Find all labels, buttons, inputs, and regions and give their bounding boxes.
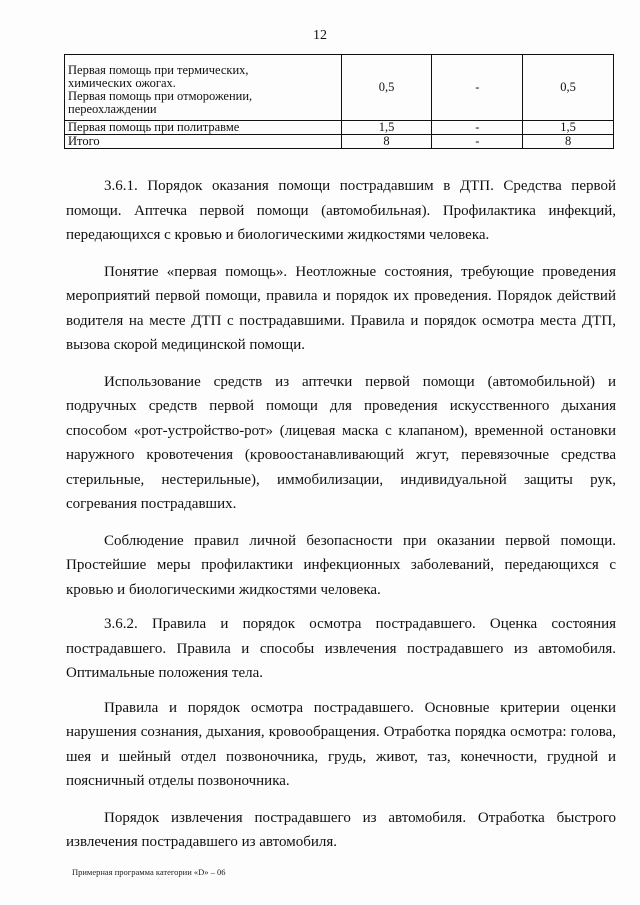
paragraph: Правила и порядок осмотра пострадавшего. Основные критерии оценки нарушения сознания, дыхания, кровообращения. Отработка порядка осмотра: голова, шея и шейный отдел позвоночника, грудь, живот, таз, конечности, грудной и поясничный отделы позвоночника. xyxy=(66,699,616,789)
hours-cell: 0,5 xyxy=(341,55,432,121)
paragraph: Понятие «первая помощь». Неотложные состояния, требующие проведения мероприятий первой помощи, правила и порядок их проведения. Порядок действий водителя на месте ДТП с пострадавшими. Правила и порядок осмотра места ДТП, вызова скорой медицинской помощи. xyxy=(66,263,616,353)
table-row xyxy=(65,55,614,121)
topic-cell: Первая помощь при политравме xyxy=(65,121,342,135)
hours-table xyxy=(64,54,614,149)
hours-cell: 1,5 xyxy=(523,121,614,135)
hours-cell: 8 xyxy=(523,135,614,149)
topic-cell: Итого xyxy=(65,135,342,149)
paragraph: 3.6.2. Правила и порядок осмотра пострадавшего. Оценка состояния пострадавшего. Правила и способы извлечения пострадавшего из автомобиля. Оптимальные положения тела. xyxy=(66,616,616,681)
footer-note: Примерная программа категории «D» – 06 xyxy=(72,867,226,877)
topic-cell xyxy=(65,55,342,121)
hours-cell: 8 xyxy=(341,135,432,149)
paragraph: Порядок извлечения пострадавшего из автомобиля. Отработка быстрого извлечения пострадавшего из автомобиля. xyxy=(66,809,616,850)
paragraph: Использование средств из аптечки первой помощи (автомобильной) и подручных средств первой помощи для проведения искусственного дыхания способом «рот-устройство-рот» (лицевая маска с клапаном), временной остановки наружного кровотечения (кровоостанавливающий жгут, перевязочные средства стерильные, нестерильные), иммобилизации, индивидуальной защиты рук, согревания пострадавших. xyxy=(66,373,616,512)
page-number: 12 xyxy=(313,28,327,43)
hours-cell: - xyxy=(432,135,523,149)
topic-line: переохлаждении xyxy=(68,101,157,116)
hours-cell: 1,5 xyxy=(341,121,432,135)
body-text xyxy=(66,174,616,867)
paragraph: Соблюдение правил личной безопасности при оказании первой помощи. Простейшие меры профилактики инфекционных заболеваний, передающихся с кровью и биологическими жидкостями человека. xyxy=(66,532,616,598)
hours-cell: - xyxy=(432,55,523,121)
topic-line: химических ожогах. xyxy=(68,75,176,90)
table-row xyxy=(65,135,614,149)
hours-cell: - xyxy=(432,121,523,135)
table-row xyxy=(65,121,614,135)
topic-line: Первая помощь при отморожении, xyxy=(68,88,253,103)
hours-cell: 0,5 xyxy=(523,55,614,121)
topic-line: Первая помощь при термических, xyxy=(68,62,249,77)
paragraph: 3.6.1. Порядок оказания помощи пострадавшим в ДТП. Средства первой помощи. Аптечка первой помощи (автомобильная). Профилактика инфекций, передающихся с кровью и биологическими жидкостями человека. xyxy=(66,178,616,243)
